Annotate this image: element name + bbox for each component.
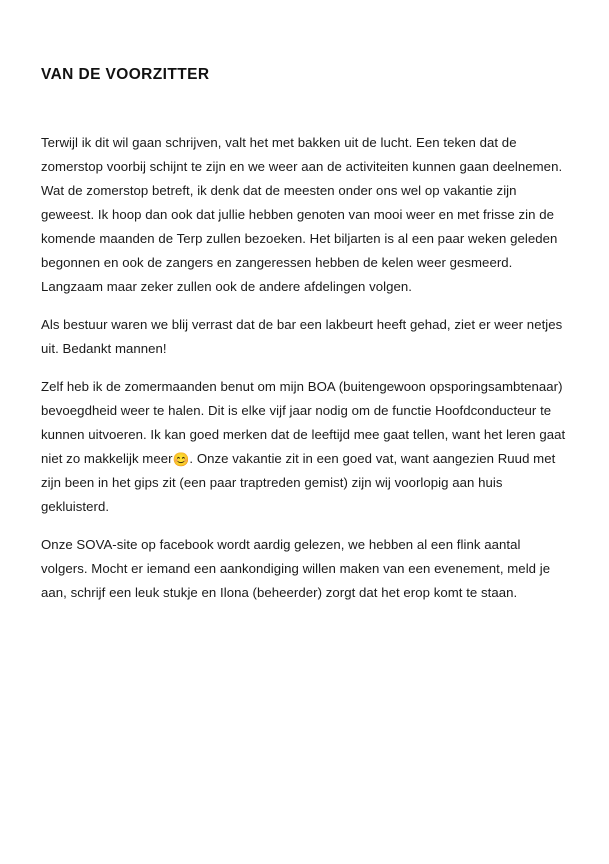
- page-title: VAN DE VOORZITTER: [41, 66, 210, 83]
- paragraph-2: Als bestuur waren we blij verrast dat de bar een lakbeurt heeft gehad, ziet er weer netjes uit. Bedankt mannen!: [41, 316, 563, 356]
- paragraph-3: [41, 375, 567, 519]
- smiling-face-icon: 😊: [172, 451, 190, 467]
- paragraph-3-part-2: . Onze vakantie zit in een goed vat, want aangezien Ruud met zijn been in het gips zit (een paar traptreden gemist) zijn wij voorlopig aan huis gekluisterd.: [41, 450, 556, 514]
- paragraph-3-part-1: Zelf heb ik de zomermaanden benut om mijn BOA (buitengewoon opsporingsambtenaar) bevoegdheid weer te halen. Dit is elke vijf jaar nodig om de functie Hoofdconducteur te kunnen uitvoeren. Ik kan goed merken dat de leeftijd mee gaat tellen, want het leren gaat niet zo makkelijk meer: [41, 378, 566, 466]
- article-body: [41, 131, 567, 605]
- paragraph-4: Onze SOVA-site op facebook wordt aardig gelezen, we hebben al een flink aantal volgers. Mocht er iemand een aankondiging willen maken van een evenement, meld je aan, schrijf een leuk stukje en Ilona (beheerder) zorgt dat het erop komt te staan.: [41, 536, 551, 600]
- paragraph-1: Terwijl ik dit wil gaan schrijven, valt het met bakken uit de lucht. Een teken dat de zomerstop voorbij schijnt te zijn en we weer aan de activiteiten kunnen gaan deelnemen. Wat de zomerstop betreft, ik denk dat de meesten onder ons wel op vakantie zijn geweest. Ik hoop dan ook dat jullie hebben genoten van mooi weer en met frisse zin de komende maanden de Terp zullen bezoeken. Het biljarten is al een paar weken geleden begonnen en ook de zangers en zangeressen hebben de kelen weer gesmeerd. Langzaam maar zeker zullen ook de andere afdelingen volgen.: [41, 134, 563, 294]
